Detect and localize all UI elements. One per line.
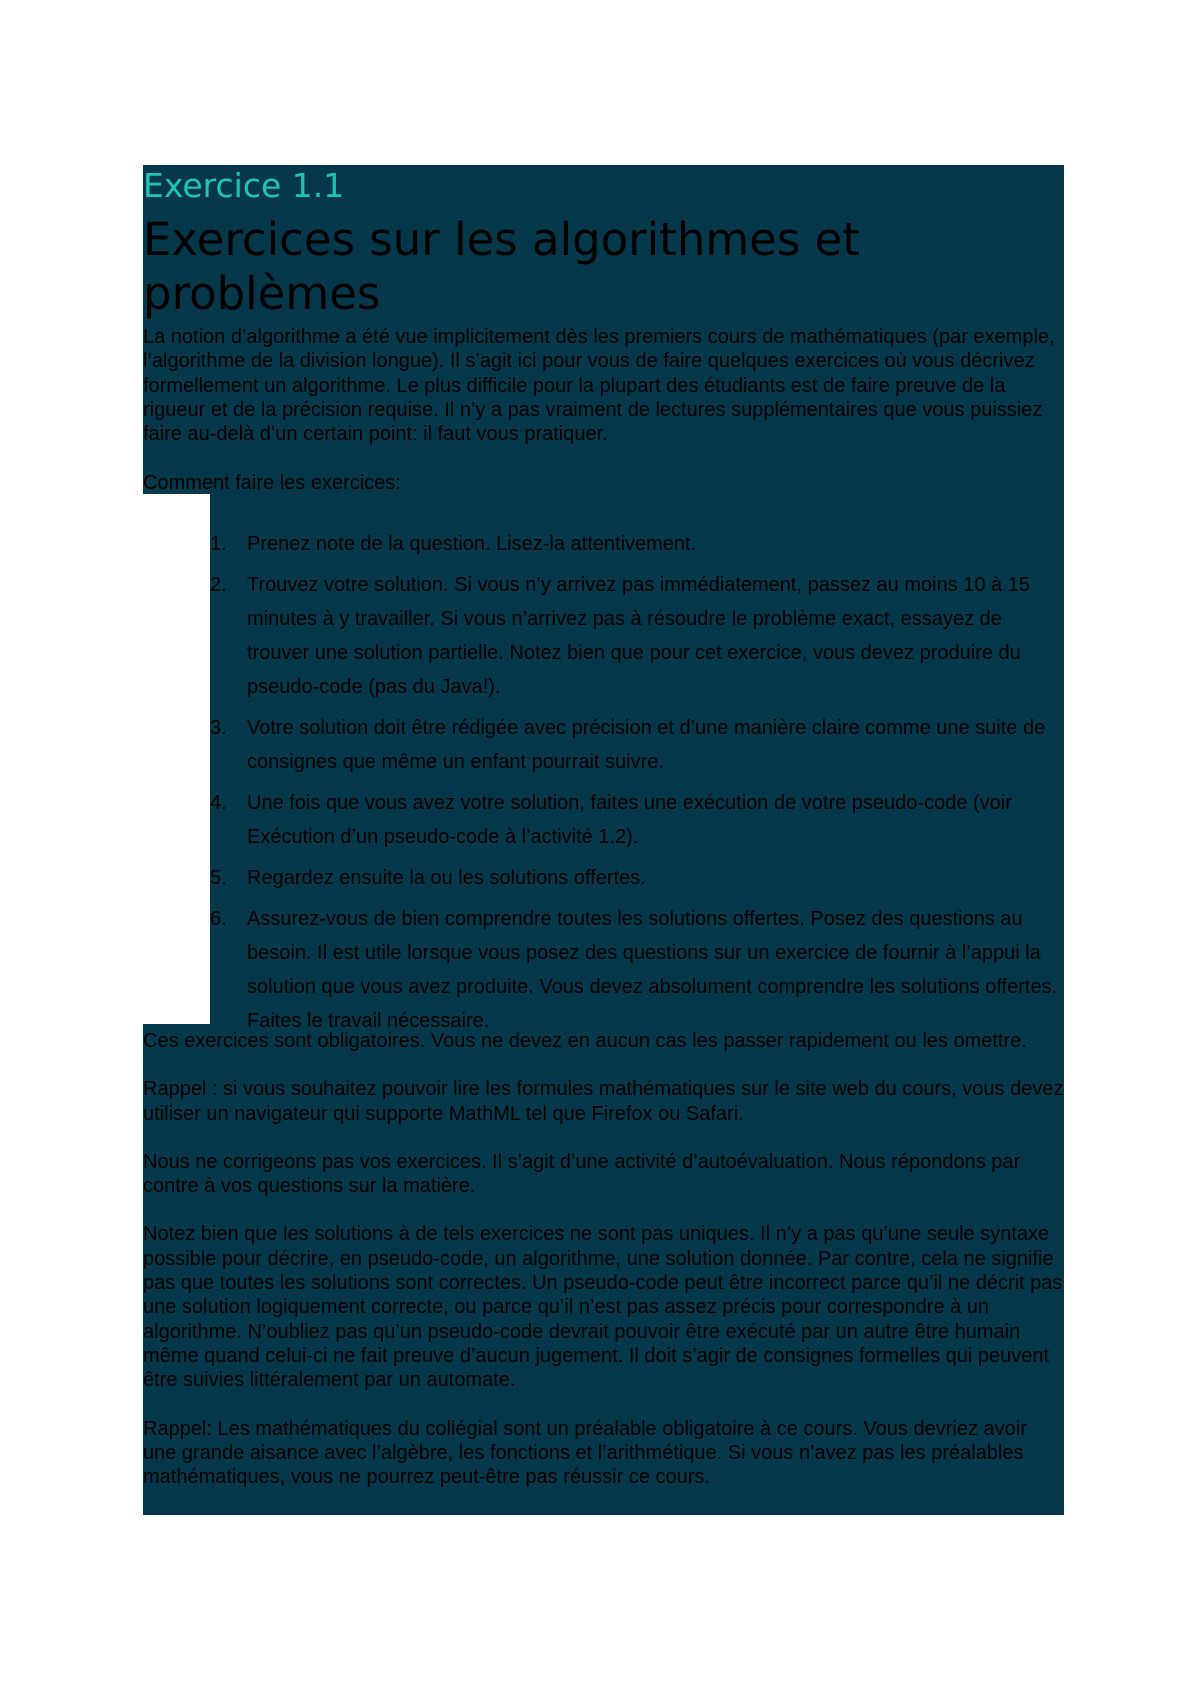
list-item-text: Une fois que vous avez votre solution, faites une exécution de votre pseudo-code (voir Exécution d’un pseudo-code à l’activité 1.2). — [247, 792, 1012, 848]
list-item-text: Trouvez votre solution. Si vous n’y arrivez pas immédiatement, passez au moins 10 à 15 minutes à y travailler. Si vous n’arrivez pas à résoudre le problème exact, essayez de trouver une solution partielle. Notez bien que pour cet exercice, vous devez produire du pseudo-code (pas du Java!). — [247, 574, 1030, 698]
list-item-text: Assurez-vous de bien comprendre toutes les solutions offertes. Posez des questions au besoin. Il est utile lorsque vous posez des questions sur un exercice de fournir à l’appui la solution que vous avez produite. Vous devez absolument comprendre les solutions offertes. Faites le travail nécessaire. — [247, 908, 1058, 1032]
document-content-block — [143, 165, 1064, 1515]
list-item-number: 4. — [210, 792, 227, 814]
list-indent-gap — [143, 494, 210, 1024]
list-item-text: Regardez ensuite la ou les solutions offertes. — [247, 867, 646, 889]
prerequisites-reminder-paragraph: Rappel: Les mathématiques du collégial sont un préalable obligatoire à ce cours. Vous devriez avoir une grande aisance avec l’algèbre, les fonctions et l’arithmétique. Si vous n’avez pas les préalables mathématiques, vous ne pourrez peut-être pas réussir ce cours. — [143, 1417, 1027, 1489]
list-item-number: 2. — [210, 574, 227, 596]
list-item — [210, 711, 1064, 779]
list-item-text: Votre solution doit être rédigée avec précision et d’une manière claire comme une suite de consignes que même un enfant pourrait suivre. — [247, 717, 1046, 773]
closing-paragraphs — [143, 1029, 1064, 1513]
exercise-number-heading: Exercice 1.1 — [143, 166, 345, 205]
mathml-reminder-paragraph: Rappel : si vous souhaitez pouvoir lire les formules mathématiques sur le site web du cours, vous devez utiliser un navigateur qui supporte MathML tel que Firefox ou Safari. — [143, 1078, 1064, 1125]
how-to-label: Comment faire les exercices: — [143, 472, 401, 494]
list-item — [210, 902, 1064, 1038]
list-item — [210, 568, 1064, 704]
uniqueness-paragraph: Notez bien que les solutions à de tels exercices ne sont pas uniques. Il n’y a pas qu’une seule syntaxe possible pour décrire, en pseudo-code, un algorithme, une solution donnée. Par contre, cela ne signifie pas que toutes les solutions sont correctes. Un pseudo-code peut être incorrect parce qu’il ne décrit pas une solution logiquement correcte, ou parce qu’il n’est pas assez précis pour correspondre à un algorithme. N’oubliez pas qu’un pseudo-code devrait pouvoir être exécuté par un autre être humain même quand celui-ci ne fait preuve d’aucun jugement. Il doit s’agir de consignes formelles qui peuvent être suivies littéralement par un automate. — [143, 1223, 1063, 1392]
list-item — [210, 861, 1064, 895]
list-item-number: 5. — [210, 867, 227, 889]
list-item — [210, 527, 1064, 561]
list-item-text: Prenez note de la question. Lisez-la attentivement. — [247, 533, 697, 555]
list-item — [210, 786, 1064, 854]
list-item-number: 1. — [210, 533, 227, 555]
steps-list — [210, 527, 1064, 1045]
mandatory-paragraph: Ces exercices sont obligatoires. Vous ne devez en aucun cas les passer rapidement ou les omettre. — [143, 1030, 1027, 1052]
list-item-number: 3. — [210, 717, 227, 739]
list-item-number: 6. — [210, 908, 227, 930]
self-evaluation-paragraph: Nous ne corrigeons pas vos exercices. Il s’agit d’une activité d’autoévaluation. Nous répondons par contre à vos questions sur la matière. — [143, 1150, 1021, 1198]
page-title: Exercices sur les algorithmes et problèmes — [143, 213, 860, 320]
intro-paragraph: La notion d’algorithme a été vue implicitement dès les premiers cours de mathématiques (par exemple, l’algorithme de la division longue). Il s’agit ici pour vous de faire quelques exercices où vous décrivez formellement un algorithme. Le plus difficile pour la plupart des étudiants est de faire preuve de la rigueur et de la précision requise. Il n’y a pas vraiment de lectures supplémentaires que vous puissiez faire au-delà d’un certain point: il faut vous pratiquer. — [143, 326, 1055, 446]
